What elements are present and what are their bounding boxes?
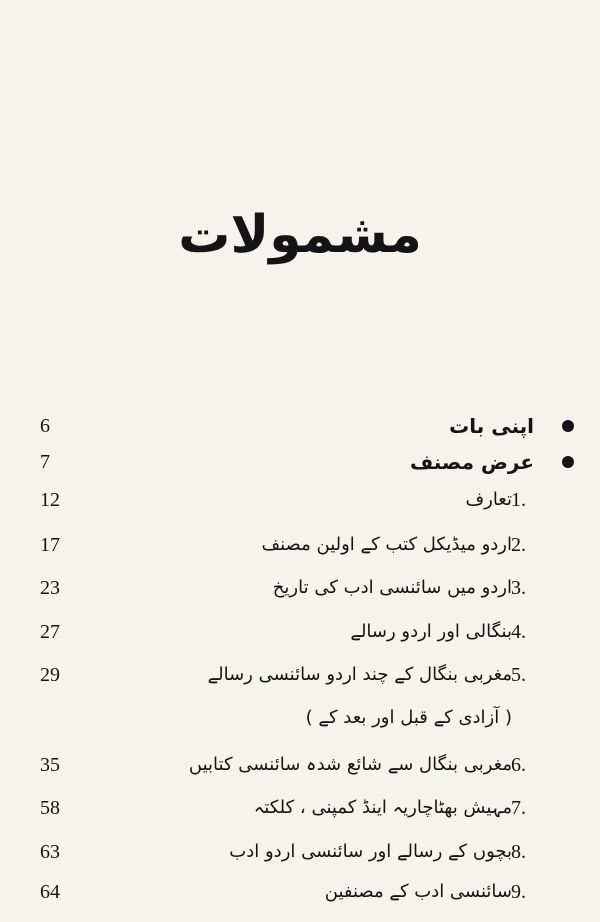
toc-row	[0, 832, 600, 872]
toc-entry-title: بنگالی اور اردو رسالے	[350, 621, 512, 642]
toc-page-number: 27	[40, 621, 60, 643]
toc-bullet-row	[0, 442, 600, 482]
toc-entry-number: 8.	[511, 841, 526, 863]
toc-row	[0, 788, 600, 828]
toc-entry-title: اردو میڈیکل کتب کے اولین مصنف	[261, 534, 512, 555]
toc-page-number: 6	[40, 415, 50, 437]
toc-entry-title: بچوں کے رسالے اور سائنسی اردو ادب	[229, 841, 512, 862]
toc-entry-number: 2.	[511, 534, 526, 556]
toc-row	[0, 655, 600, 695]
toc-row	[0, 612, 600, 652]
toc-row	[0, 872, 600, 912]
toc-entry-number: 4.	[511, 621, 526, 643]
toc-row	[0, 745, 600, 785]
toc-entry-title: مغربی بنگال کے چند اردو سائنسی رسالے	[207, 664, 512, 685]
toc-entry-title: اردو میں سائنسی ادب کی تاریخ	[272, 577, 512, 598]
toc-page-number: 7	[40, 451, 50, 473]
toc-continuation-row	[0, 698, 600, 738]
toc-entry-number: 6.	[511, 754, 526, 776]
toc-page-number: 58	[40, 797, 60, 819]
toc-page-number: 63	[40, 841, 60, 863]
toc-row	[0, 480, 600, 520]
toc-row	[0, 568, 600, 608]
toc-entry-title: سائنسی ادب کے مصنفین	[324, 881, 512, 902]
toc-entry-number: 1.	[511, 489, 526, 511]
bullet-icon	[562, 456, 574, 468]
toc-row	[0, 525, 600, 565]
toc-page-number: 17	[40, 534, 60, 556]
toc-entry-title: اپنی بات	[449, 414, 534, 438]
toc-entry-subtitle: ( آزادی کے قبل اور بعد کے )	[305, 707, 512, 728]
toc-page-number: 12	[40, 489, 60, 511]
toc-entry-number: 9.	[511, 881, 526, 903]
toc-page-number: 35	[40, 754, 60, 776]
toc-entry-title: عرض مصنف	[409, 450, 534, 474]
toc-entry-title: مغربی بنگال سے شائع شدہ سائنسی کتابیں	[188, 754, 512, 775]
toc-entry-number: 5.	[511, 664, 526, 686]
page-title: مشمولات	[178, 205, 422, 265]
toc-page-number: 23	[40, 577, 60, 599]
toc-page-number: 29	[40, 664, 60, 686]
bullet-icon	[562, 420, 574, 432]
toc-entry-number: 7.	[511, 797, 526, 819]
toc-entry-title: مہیش بھٹاچاریہ اینڈ کمپنی ، کلکتہ	[253, 797, 512, 818]
toc-bullet-row	[0, 406, 600, 446]
toc-page-number: 64	[40, 881, 60, 903]
toc-entry-title: تعارف	[465, 489, 512, 510]
toc-entry-number: 3.	[511, 577, 526, 599]
